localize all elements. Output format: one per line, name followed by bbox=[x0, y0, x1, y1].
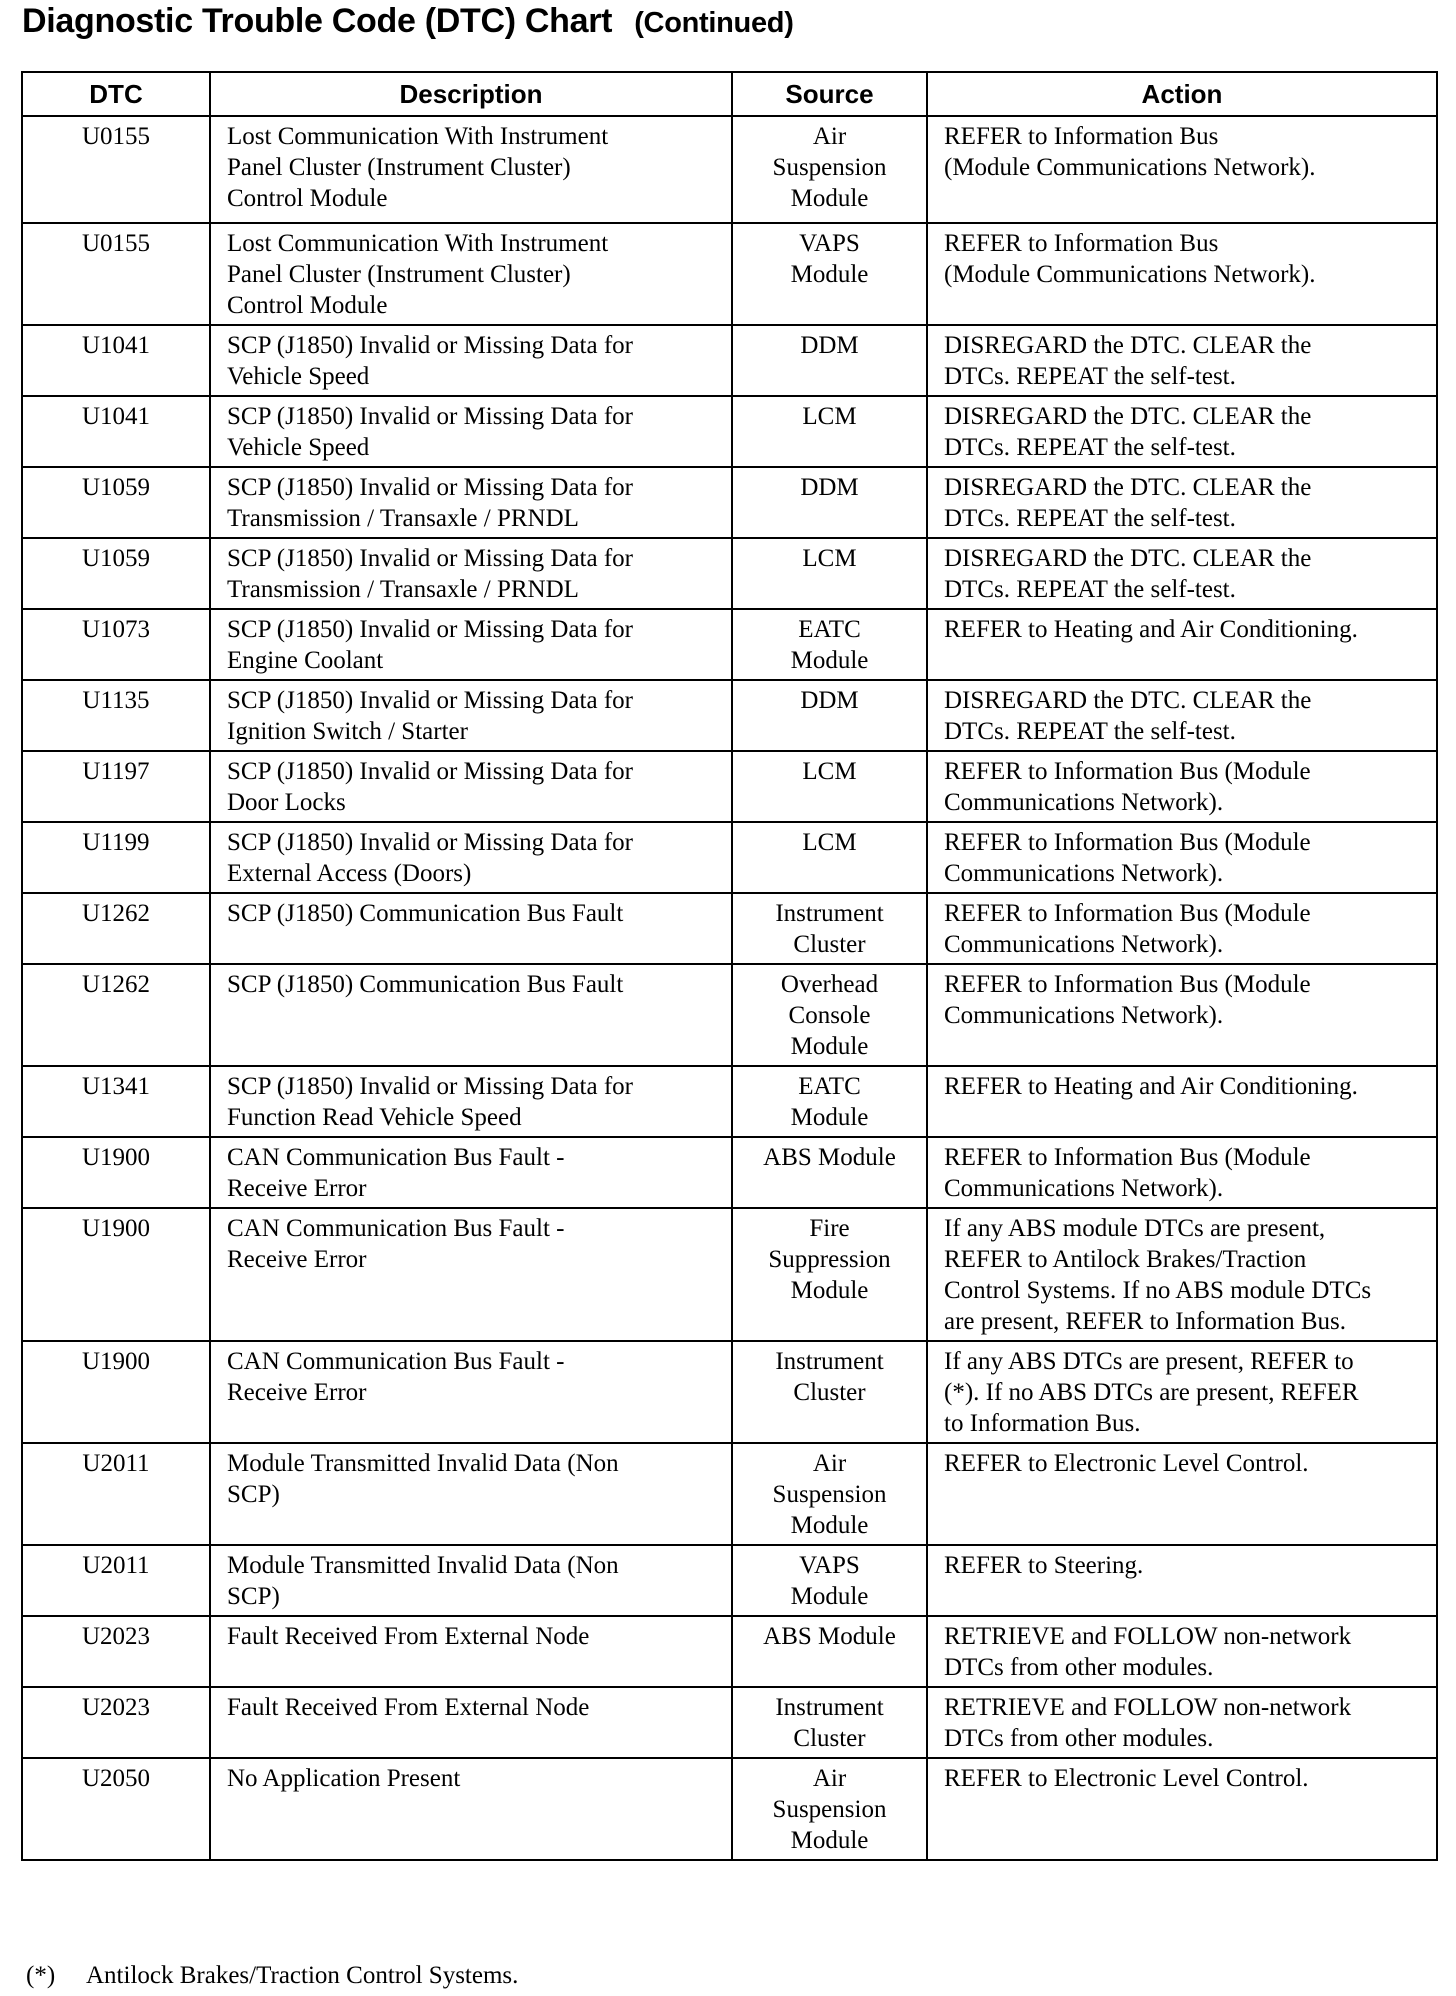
source-cell: Air Suspension Module bbox=[732, 1443, 927, 1545]
description-cell: Fault Received From External Node bbox=[210, 1687, 732, 1758]
table-row bbox=[22, 538, 1437, 609]
dtc-code-cell: U1262 bbox=[22, 964, 210, 1066]
description-cell: SCP (J1850) Invalid or Missing Data for Door Locks bbox=[210, 751, 732, 822]
dtc-code-cell: U1900 bbox=[22, 1208, 210, 1341]
action-cell: REFER to Information Bus (Module Communications Network). bbox=[927, 1137, 1437, 1208]
dtc-code-cell: U1900 bbox=[22, 1341, 210, 1443]
source-cell: Instrument Cluster bbox=[732, 1687, 927, 1758]
footnote bbox=[26, 1962, 518, 1990]
source-cell: DDM bbox=[732, 325, 927, 396]
page-title bbox=[22, 2, 794, 41]
table-row bbox=[22, 325, 1437, 396]
column-header-description: Description bbox=[210, 72, 732, 116]
dtc-code-cell: U1041 bbox=[22, 325, 210, 396]
source-cell: ABS Module bbox=[732, 1616, 927, 1687]
description-cell: SCP (J1850) Invalid or Missing Data for Ignition Switch / Starter bbox=[210, 680, 732, 751]
dtc-code-cell: U1041 bbox=[22, 396, 210, 467]
description-cell: SCP (J1850) Communication Bus Fault bbox=[210, 964, 732, 1066]
table-row bbox=[22, 1687, 1437, 1758]
action-cell: DISREGARD the DTC. CLEAR the DTCs. REPEAT the self-test. bbox=[927, 680, 1437, 751]
dtc-code-cell: U1059 bbox=[22, 538, 210, 609]
column-header-dtc: DTC bbox=[22, 72, 210, 116]
action-cell: REFER to Information Bus (Module Communications Network). bbox=[927, 223, 1437, 325]
source-cell: VAPS Module bbox=[732, 1545, 927, 1616]
action-cell: REFER to Heating and Air Conditioning. bbox=[927, 1066, 1437, 1137]
dtc-code-cell: U1073 bbox=[22, 609, 210, 680]
description-cell: SCP (J1850) Invalid or Missing Data for Engine Coolant bbox=[210, 609, 732, 680]
source-cell: EATC Module bbox=[732, 1066, 927, 1137]
description-cell: CAN Communication Bus Fault - Receive Error bbox=[210, 1137, 732, 1208]
table-body bbox=[22, 116, 1437, 1860]
dtc-code-cell: U1341 bbox=[22, 1066, 210, 1137]
table-header-row bbox=[22, 72, 1437, 116]
table-row bbox=[22, 467, 1437, 538]
action-cell: RETRIEVE and FOLLOW non-network DTCs from other modules. bbox=[927, 1687, 1437, 1758]
table-row bbox=[22, 1443, 1437, 1545]
action-cell: REFER to Information Bus (Module Communications Network). bbox=[927, 964, 1437, 1066]
action-cell: DISREGARD the DTC. CLEAR the DTCs. REPEAT the self-test. bbox=[927, 396, 1437, 467]
action-cell: REFER to Information Bus (Module Communications Network). bbox=[927, 822, 1437, 893]
source-cell: LCM bbox=[732, 822, 927, 893]
description-cell: SCP (J1850) Communication Bus Fault bbox=[210, 893, 732, 964]
source-cell: Overhead Console Module bbox=[732, 964, 927, 1066]
source-cell: LCM bbox=[732, 751, 927, 822]
dtc-code-cell: U2023 bbox=[22, 1616, 210, 1687]
source-cell: Instrument Cluster bbox=[732, 1341, 927, 1443]
dtc-code-cell: U2011 bbox=[22, 1443, 210, 1545]
dtc-code-cell: U1900 bbox=[22, 1137, 210, 1208]
source-cell: Air Suspension Module bbox=[732, 116, 927, 223]
action-cell: If any ABS module DTCs are present, REFER to Antilock Brakes/Traction Control Systems. If no ABS module DTCs are present, REFER to Information Bus. bbox=[927, 1208, 1437, 1341]
dtc-code-cell: U0155 bbox=[22, 223, 210, 325]
table-row bbox=[22, 893, 1437, 964]
table-row bbox=[22, 116, 1437, 223]
source-cell: VAPS Module bbox=[732, 223, 927, 325]
table-row bbox=[22, 1137, 1437, 1208]
table-row bbox=[22, 1208, 1437, 1341]
description-cell: Fault Received From External Node bbox=[210, 1616, 732, 1687]
dtc-code-cell: U1199 bbox=[22, 822, 210, 893]
table-row bbox=[22, 964, 1437, 1066]
source-cell: Fire Suppression Module bbox=[732, 1208, 927, 1341]
description-cell: Module Transmitted Invalid Data (Non SCP) bbox=[210, 1545, 732, 1616]
description-cell: Lost Communication With Instrument Panel Cluster (Instrument Cluster) Control Module bbox=[210, 116, 732, 223]
dtc-table bbox=[21, 71, 1438, 1861]
dtc-code-cell: U1059 bbox=[22, 467, 210, 538]
column-header-action: Action bbox=[927, 72, 1437, 116]
action-cell: REFER to Heating and Air Conditioning. bbox=[927, 609, 1437, 680]
source-cell: Air Suspension Module bbox=[732, 1758, 927, 1860]
table-row bbox=[22, 396, 1437, 467]
dtc-code-cell: U2011 bbox=[22, 1545, 210, 1616]
description-cell: Module Transmitted Invalid Data (Non SCP) bbox=[210, 1443, 732, 1545]
action-cell: REFER to Steering. bbox=[927, 1545, 1437, 1616]
dtc-code-cell: U1262 bbox=[22, 893, 210, 964]
source-cell: LCM bbox=[732, 396, 927, 467]
description-cell: CAN Communication Bus Fault - Receive Error bbox=[210, 1208, 732, 1341]
description-cell: CAN Communication Bus Fault - Receive Error bbox=[210, 1341, 732, 1443]
action-cell: If any ABS DTCs are present, REFER to (*). If no ABS DTCs are present, REFER to Information Bus. bbox=[927, 1341, 1437, 1443]
action-cell: REFER to Information Bus (Module Communications Network). bbox=[927, 751, 1437, 822]
source-cell: ABS Module bbox=[732, 1137, 927, 1208]
action-cell: REFER to Information Bus (Module Communications Network). bbox=[927, 893, 1437, 964]
source-cell: DDM bbox=[732, 467, 927, 538]
description-cell: SCP (J1850) Invalid or Missing Data for External Access (Doors) bbox=[210, 822, 732, 893]
chart-title: Diagnostic Trouble Code (DTC) Chart bbox=[22, 2, 613, 40]
action-cell: RETRIEVE and FOLLOW non-network DTCs from other modules. bbox=[927, 1616, 1437, 1687]
action-cell: DISREGARD the DTC. CLEAR the DTCs. REPEAT the self-test. bbox=[927, 325, 1437, 396]
source-cell: LCM bbox=[732, 538, 927, 609]
description-cell: SCP (J1850) Invalid or Missing Data for Transmission / Transaxle / PRNDL bbox=[210, 538, 732, 609]
table-row bbox=[22, 751, 1437, 822]
table-row bbox=[22, 1341, 1437, 1443]
footnote-mark: (*) bbox=[26, 1962, 56, 1989]
source-cell: EATC Module bbox=[732, 609, 927, 680]
dtc-code-cell: U2023 bbox=[22, 1687, 210, 1758]
table-row bbox=[22, 609, 1437, 680]
description-cell: SCP (J1850) Invalid or Missing Data for Vehicle Speed bbox=[210, 396, 732, 467]
action-cell: DISREGARD the DTC. CLEAR the DTCs. REPEAT the self-test. bbox=[927, 467, 1437, 538]
table-row bbox=[22, 680, 1437, 751]
table-row bbox=[22, 1545, 1437, 1616]
table-row bbox=[22, 223, 1437, 325]
column-header-source: Source bbox=[732, 72, 927, 116]
chart-subtitle: (Continued) bbox=[634, 7, 794, 39]
description-cell: SCP (J1850) Invalid or Missing Data for Transmission / Transaxle / PRNDL bbox=[210, 467, 732, 538]
description-cell: SCP (J1850) Invalid or Missing Data for Function Read Vehicle Speed bbox=[210, 1066, 732, 1137]
footnote-text: Antilock Brakes/Traction Control Systems. bbox=[86, 1962, 519, 1989]
dtc-code-cell: U1135 bbox=[22, 680, 210, 751]
action-cell: DISREGARD the DTC. CLEAR the DTCs. REPEAT the self-test. bbox=[927, 538, 1437, 609]
table-row bbox=[22, 822, 1437, 893]
action-cell: REFER to Information Bus (Module Communications Network). bbox=[927, 116, 1437, 223]
table-row bbox=[22, 1616, 1437, 1687]
table-row bbox=[22, 1758, 1437, 1860]
source-cell: Instrument Cluster bbox=[732, 893, 927, 964]
action-cell: REFER to Electronic Level Control. bbox=[927, 1758, 1437, 1860]
description-cell: No Application Present bbox=[210, 1758, 732, 1860]
table-row bbox=[22, 1066, 1437, 1137]
source-cell: DDM bbox=[732, 680, 927, 751]
dtc-code-cell: U0155 bbox=[22, 116, 210, 223]
dtc-code-cell: U2050 bbox=[22, 1758, 210, 1860]
action-cell: REFER to Electronic Level Control. bbox=[927, 1443, 1437, 1545]
description-cell: Lost Communication With Instrument Panel Cluster (Instrument Cluster) Control Module bbox=[210, 223, 732, 325]
description-cell: SCP (J1850) Invalid or Missing Data for Vehicle Speed bbox=[210, 325, 732, 396]
dtc-code-cell: U1197 bbox=[22, 751, 210, 822]
